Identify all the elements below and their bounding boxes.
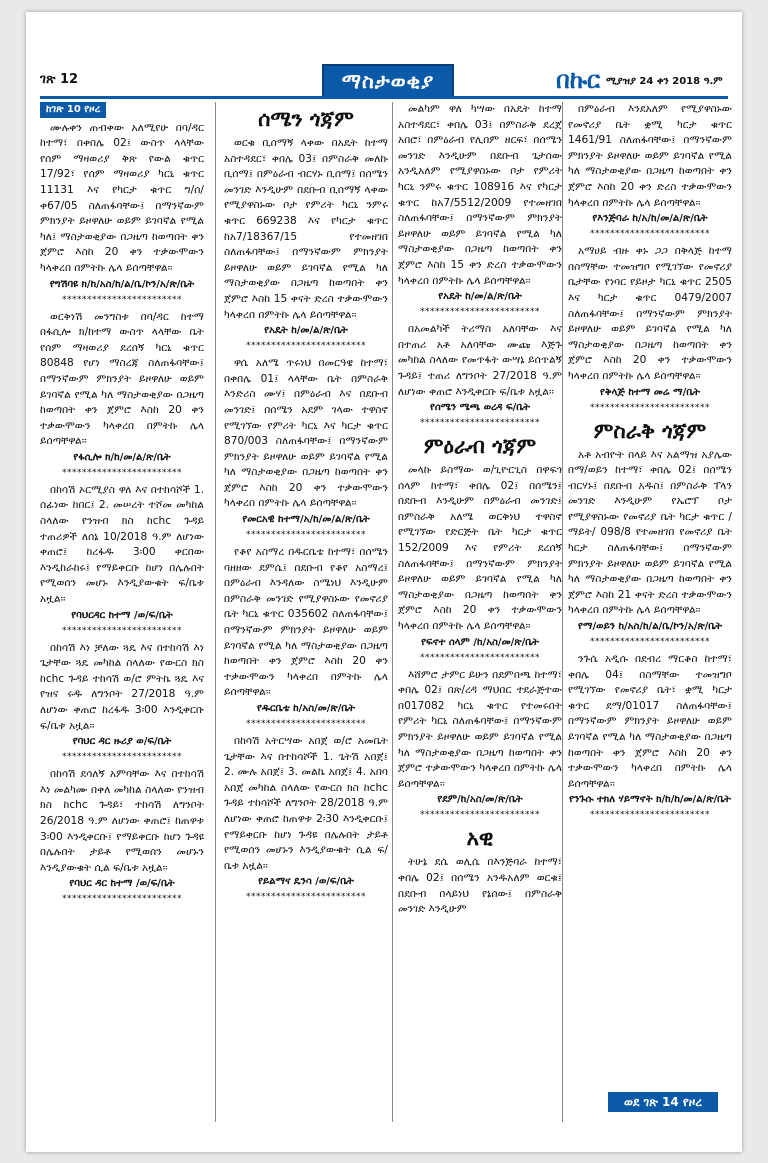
ad-body: የቆየ አስማረ በዱርቤቴ ከተማ፣ በሰሜን ባዘዘው ደምሴ፤ በደቡብ የቆየ አስማረ፤ በምዕራብ እንዳለው ስሜነህ እንዲሁም በምስራቅ መንገድ የሚያዋስኑው የመኖሪያ ቤት ካርኒ ቁጥር 035602 ስለጠፋባቸው፤ በማንኛውም ምክንያት ይዞዋለሁ ወይም ይገባኛል የሚል ካለ ማስታወቂያው በጋዜጣ ከወጣበት ቀን ጀምሮ እስከ 20 ቀን ተቃውሞውን ካላቀረበ በምትኩ ሌላ ይሰጣቸዋል፡፡ [224, 546, 388, 699]
ad-signature: የደም/ከ/አስ/መ/ጽ/ቤት [437, 794, 523, 806]
column-3 [398, 102, 562, 1132]
ad-signature: የአዴት ከ/መ/ል/ጽ/ቤት [438, 291, 522, 303]
ad-body: መልካም ዋለ ካሣው በአዴት ከተማ አስተዳደር፣ ቀበሌ 03፤ በምስራቅ ደረጀ አበሮ፣ በምዕራብ የሊበም ዘርፍ፣ በሰሜን መንገድ እንዲሁም በደቡብ ጌታሰው አንዲአለም የሚያዋስኑው ቦታ የምሪት ካርኒ ንምሩ ቁጥር 108916 እና የካርታ ቁጥር ከአ7/5512/2009 የተመዘገበ ስለጠፋባቸው፤ በማንኛውም ምክንያት ይዞዋለሁ ወይም ይገባኛል የሚል ካለ ማስታወቂያው በጋዜጣ ከወጣበት ቀን ጀምሮ እስከ 15 ቀን ድረስ ተቃውሞውን ካላቀረበ በምትኩ ሌላ ይሰጣቸዋል፡፡ [398, 103, 562, 287]
ad-signature: የሰሜን ሜጫ ወረዳ ፍ/ቤት [430, 402, 530, 414]
ad-body: አቶ አብዮት በላይ እና አልማዝ አያሌው በማ/ወይን ከተማ፣ ቀበሌ 02፤ በሰሜን ብርሃኑ፤ በደቡብ አዱስ፤ በምስራቅ ፐላን መንገድ እንዲሁም የኤሮፕ ቦታ የሚያዋስኑው የመኖሪያ ቤት ካርታ ቁጥር /ማይት/ 098/8 የተመዘገበ የመኖሪያ ቤት ካርታ ስለጠፋባቸው፤ በማንኛውም ምክንያት ይዞዋለሁ ወይም ይገባኛል የሚል ካለ ማስታወቂያው በጋዜጣ ከወጣበት ቀን ጀምሮ እስከ 21 ቀናት ድረስ ተቃውሞውን ካላቀረበ በምትኩ ሌላ ይሰጣቸዋል፡፡ [568, 448, 732, 617]
column-2 [224, 102, 388, 1132]
region-title: አዊ [466, 826, 494, 851]
ad-body: በከሳሽ ኦርሚያስ ዋለ እና በተከሳሾች 1. ሰፊነው ከበር፤ 2. መሠረት ተሾመ መካከል ስላለው የንዝብ ክስ ከchc ጉዳይ ተጠሪዎች ለሰኔ 10/2018 ዓ.ም ለሆነው ቀጠሮ፤ ከረፋዱ 3፡00 ቀርበው እንዲከራከሩ፤ የማይቀርቡ ከሆነ በሌሉበት የሚወሰን መሆኑ እንዲያውቁት ፍ/ቤቱ አዟል፡፡ [40, 483, 204, 606]
ad-body: በከሳሽ ደሳለኝ አምባቸው እና በተከሳሽ እነ መልካሙ በቀለ መካከል ስላለው የንዝብ ክስ ከchc ጉዳይ፣ ተከሳሽ ለግንቦት 26/2018 ዓ.ም ለሆነው ቀጠሮ፤ ከጠዋቱ 3፡00 እንዲቀርቡ፤ የማይቀርቡ ከሆነ ጉዳዩ በሌሉበት ታይቶ የሚወሰን መሆኑን እንዲያውቁት ሲል ፍ/ቤቱ አዟል፡፡ [40, 768, 204, 874]
classified-ad [224, 545, 388, 730]
ad-separator: ************************ [590, 402, 710, 413]
ad-signature: የይልማና ዴንሳ /ወ/ፍ/ቤት [258, 876, 354, 888]
ad-separator: ************************ [246, 719, 366, 729]
header-rule [40, 96, 728, 99]
ad-separator: ************************ [590, 810, 710, 821]
classified-ad [568, 102, 732, 240]
classified-ad [40, 483, 204, 637]
column-divider [562, 102, 563, 1122]
column-1 [40, 102, 204, 1147]
ad-body: ዋሴ አለሜ ጥሩነህ በመርዓዌ ከተማ፣ በቀበሌ 01፤ ላላቸው ቤት በምስራቅ እንድሪስ ሙሃ፤ በምዕራብ እና በደቡብ መንገድ፤ በሰሜን አደም ገላው ተዋስኖ የሚገኘው የምሪት ካርኒ እና ካርታ ቁጥር 870/003 ስለጠፋባቸው፤ በማንኛውም ምክንያት ይዞዋለሁ ወይም ይገባኛል የሚል ካለ ማስታወቂያው በጋዜጣ ከወጣበት ቀን ጀምሮ እስከ 20 ቀን ተቃውሞውን ካላቀረበ በምትኩ ሌላ ይሰጣቸዋል፡፡ [224, 357, 388, 510]
ad-signature: የግሽባዩ ክ/ከ/አስ/ከ/ል/ቤ/ኮን/አ/ጽ/ቤት [49, 278, 195, 290]
ad-separator: ************************ [62, 625, 182, 636]
classified-ad [568, 244, 732, 413]
ad-body: በምዕራብ እንደአለም የሚያዋስኑው የመኖሪያ ቤት ቋሚ ካርታ ቁጥር 1461/91 ስለጠፋባቸው፤ በማንኛውም ምክንያት ይዞዋለሁ ወይም ይገባኛል የሚል ካለ ማስታወቂያው በጋዜጣ ከወጣበት ቀን ጀምሮ እስከ 20 ቀን ድረስ ተቃውሞውን ካላቀረበ በምትኩ ሌላ ይሰጣቸዋል፡፡ [568, 103, 732, 209]
ad-signature: የባህር ዳር ዙሪያ ወ/ፍ/ቤት [72, 736, 172, 748]
ad-separator: ************************ [590, 637, 710, 648]
ad-separator: ************************ [62, 894, 182, 905]
ad-separator: ************************ [420, 307, 540, 318]
ad-separator: ************************ [420, 810, 540, 821]
ad-separator: ************************ [246, 530, 366, 541]
ad-signature: የመርአዊ ከተማ/አ/ከ/መ/ል/ጽ/ቤት [242, 514, 370, 526]
classified-ad [398, 668, 562, 822]
ad-separator: ************************ [420, 652, 540, 663]
classified-ad [398, 855, 562, 917]
ad-separator: ************************ [420, 418, 540, 429]
ad-body: ወርቁ ቢሰማኝ ላቀው በአዴት ከተማ አስተዳደር፣ ቀበሌ 03፤ በምስራቅ መለኩ ቢሰማ፤ በምዕራብ ብርሃኑ ቢሰማ፤ በሰሜን መንገድ እንዲሁም በደቡብ ቢሰማኝ ላቀው የሚያዋስኑው ቦታ የምሪት ካርኒ ንምሩ ቁጥር 669238 እና የካርታ ቁጥር ከአ7/18367/15 የተመዘገበ ስለጠፋባቸው፤ በማንኛውም ምክንያት ይዞዋለሁ ወይም ይገባኛል የሚል ካለ ማስታወቂያው በጋዜጣ ከወጣበት ቀን ጀምሮ እስከ 15 ቀናት ድረስ ተቃውሞውን ካላቀረበ በምትኩ ሌላ ይሰጣቸዋል፡፡ [224, 137, 388, 321]
ad-signature: የፍኖተ ሰላም /ከ/አስ/መ/ጽ/ቤት [421, 636, 539, 648]
ad-separator: ************************ [246, 341, 366, 352]
ad-body: በከሳሽ አትርሣው አበጀ ወ/ሮ አመቤት ጌታቸው እና በተከሳሾች 1. ጌትሽ አበጀ፤ 2. ሙሉ አበጀ፤ 3. መልኬ አበጀ፤ 4. አበባ አበጀ መካከል ስላለው የውርስ ክስ ከchc ጉዳይ ተከሳሾች ለግንቦት 28/2018 ዓ.ም ለሆነው ቀጠሮ ከጠዋቱ 2፡30 እንዲቀርቡ፤ የማይቀርቡ ከሆነ ጉዳዩ በሌሉበት ታይቶ የሚወሰን መሆኑን እንዲያውቁት ሲል ፍ/ቤቱ አዟል፡፡ [224, 735, 388, 872]
ad-signature: የባህር ዳር ከተማ /ወ/ፍ/ቤት [69, 878, 175, 890]
issue-date: ሚያዝያ 24 ቀን 2018 ዓ.ም [606, 76, 723, 87]
ad-signature: የዱርቤቴ ከ/አስ/መ/ጽ/ቤት [256, 703, 356, 714]
ad-signature: የአዴት ከ/መ/ል/ጽ/ቤት [264, 325, 348, 337]
masthead-title: በኩር [556, 66, 601, 94]
ad-body: እሸምሮ ታምር ይሁን በደምበጫ ከተማ፣ ቀበሌ 02፤ በጽ/ረዳ ማህበር ተደራጅተው በ017082 ካርኒ ቁጥር የተመሩበት የምሪት ካርኒ ስለጠፋባቸው፤ በማንኛውም ምክንያት ይዞዋለሁ ወይም ይገባኛል የሚል ካለ ማስታወቂያው በጋዜጣ ከወጣበት ቀን ጀምሮ ተቃውሞውን ካላቀረበ በምትኩ ሌላ ይሰጣቸዋል፡፡ [398, 668, 562, 790]
ad-separator: ************************ [62, 467, 182, 478]
ad-body: መላኩ ይስማው ወ/ጊዮርጊስ በዋፍጎ ሰላም ከተማ፣ ቀበሌ 02፤ በሰሜን፤ በደቡብ እንዲሁም በምዕራብ መንገድ፤ በምስራቅ አለሜ ወርቅነህ ተዋስኖ የሚገኘው የድርጅት ቤት ካርታ ቁጥር 152/2009 እና የምሪት ደረሰኝ ስለጠፋባቸው፤ በማንኛውም ምክንያት ይዞዋለሁ ወይም ይገባኛል የሚል ካለ ማስታወቂያው በጋዜጣ ከወጣበት ቀን ጀምሮ እስከ 20 ቀን ተቃውሞውን ካላቀረበ በምትኩ ሌላ ይሰጣቸዋል፡፡ [398, 464, 562, 633]
classified-ad [568, 652, 732, 821]
column-divider [215, 102, 216, 1122]
ad-signature: የማ/ወይን ከ/አስ/ከ/ል/ቤ/ኮን/አ/ጽ/ቤት [578, 621, 722, 633]
section-banner: ማስታወቂያ [322, 64, 454, 98]
ad-signature: የፋሲሎ ክ/ከ/መ/ል/ጽ/ቤት [73, 451, 171, 463]
ad-separator: ************************ [62, 752, 182, 763]
classified-ad [398, 102, 562, 318]
ad-body: ወርቅነሽ መንግስቱ በባ/ዳር ከተማ በፋሲሎ ክ/ከተማ ውስጥ ላላቸው ቤት የሰም ማዛወሪያ ደረሰኝ ካርኒ ቁጥር 80848 የሆነ ማስረጃ ስለጠፋባቸው፤ በማንኛውም ምክንያት ይዞዋለሁ ወይም ይገባኛል የሚል ካለ ማስታወቂያው በጋዜጣ ከወጣበት ቀን ጀምሮ እስከ 20 ቀን ተቃውሞውን ካላቀረበ በምትኩ ሌላ ይሰጣቸዋል፡፡ [40, 310, 204, 448]
ad-separator: ************************ [246, 892, 366, 903]
ad-signature: የእንጅባራ ከ/አ/ከ/መ/ል/ጽ/ቤት [592, 213, 708, 225]
classified-ad [224, 136, 388, 352]
region-title: ምዕራብ ጎጃም [423, 434, 537, 459]
classified-ad [398, 463, 562, 664]
ad-signature: የቅላጅ ከተማ መሬ ማ/ቤት [600, 386, 700, 398]
continued-from-label: ከገጽ 10 የዞረ [40, 102, 106, 118]
classified-ad [40, 641, 204, 764]
region-title: ሰሜን ጎጃም [258, 107, 354, 131]
classified-ad [224, 356, 388, 541]
ad-body: በከሳሽ እነ ቻለው ጓዴ እና በተከሳሽ እነ ጌታቸው ጓዴ መካከል ስላለው የውርስ ክስ ከchc ጉዳይ ተከሳሽ ወ/ሮ ምትኬ ጓዴ እና የዝና ሩዱ ለግንቦት 27/2018 ዓ.ም ለሆነው ቀጠሮ ከረፋዱ 3፡00 እንዲቀርቡ ፍ/ቤቱ አዟል፡፡ [40, 641, 204, 732]
ad-signature: የንጉሱ ተክለ ሃይማኖት ክ/ከ/ከ/መ/ል/ጽ/ቤት [569, 794, 731, 806]
ad-body: ሙሉቀን ጠብቀው አለሚየሁ በባ/ዳር ከተማ፣ በቀበሌ 02፤ ውስጥ ላላቸው የሰም ማዛወሪያ ቅጽ የውል ቁጥር 17/92፣ የሰም ማዛወሪያ ካርኒ ቁጥር 11131 እና የካርታ ቁጥር ግ/ሰ/ ቀ67/05 ስለጠፋባቸው፤ በማንኛውም ምክንያት ይዞዋለሁ ወይም ይገባኛል የሚል ካለ፤ ማስታወቂያው በጋዜጣ ከወጣበት ቀን ጀምሮ እስከ 20 ቀን ተቃውሞውን ካላቀረበ በምትኩ ሌላ ይሰጣቸዋል፡፡ [40, 121, 204, 274]
classified-ad [224, 734, 388, 903]
ad-body: አማሀይ ብዙ ቀኑ ጋጋ በቅላጅ ከተማ በስማቸው ተመዝግቦ የሚገኘው የመኖሪያ ቤታቸው የነባር የይዞታ ካርኒ ቁጥር 2505 እና ካርታ ቁጥር 0479/2007 ስለጠፋባቸው፤ በማንኛውም ምክንያት ይዞዋለሁ ወይም ይገባኛል የሚል ካለ ማስታወቂያው በጋዜጣ ከወጣበት ቀን ጀምሮ እስከ 20 ቀን ተቃውሞውን ካላቀረበ በምትኩ ሌላ ይሰጣቸዋል፡፡ [568, 245, 732, 382]
page-number: ገጽ 12 [40, 72, 79, 87]
column-4 [568, 102, 732, 1022]
classified-ad [40, 310, 204, 479]
classified-ad [40, 121, 204, 306]
ad-body: በአመልካች ትሪማስ አለባቸው እና በተጠሪ አቶ አለባቸው ሙጩ እጅጉ መካከል ስላለው የመጥፋት ውሣኔ ይሰጥልኝ ጉዳይ፤ ተጠሪ ለግንቦት 27/2018 ዓ.ም ለሆነው ቀጠሮ እንዲቀርቡ ፍ/ቤቱ አዟል፡፡ [398, 323, 562, 398]
column-divider [392, 102, 393, 1122]
ad-signature: የባህርዳር ከተማ /ወ/ፍ/ቤት [71, 609, 173, 621]
classified-ad [40, 767, 204, 905]
classified-ad [568, 448, 732, 649]
ad-separator: ************************ [62, 294, 182, 305]
ad-separator: ************************ [590, 229, 710, 240]
region-title: ምስራቅ ጎጃም [593, 418, 707, 443]
continues-to-label: ወደ ገጽ 14 የዞረ [608, 1092, 718, 1112]
classified-ad [398, 322, 562, 429]
ad-body: ንጉሴ አዲሱ በደብረ ማርቆስ ከተማ፣ ቀበሌ 04፤ በስማቸው ተመዝግቦ የሚገኘው የመኖሪያ ቤት፣ ቋሚ ካርታ ቁጥር ደማ/01017 ስለጠፋባቸው፤ በማንኛውም ምክንያት ይዞዋለሁ ወይም ይገባኛል የሚል ካለ ማስታወቂያው በጋዜጣ ከወጣበት ቀን ጀምሮ እስከ 20 ቀን ተቃውሞውን ካላቀረበ በምትኩ ሌላ ይሰጣቸዋል፡፡ [568, 653, 732, 790]
ad-body: ትሁኔ ደሴ ወሊሴ በእንጅባራ ከተማ፣ ቀበሌ 02፤ በሰሜን አንዱአለም ወርቁ፤ በደቡብ በላይነህ የኔሰው፤ በምስራቅ መንገድ እንዲሁም [398, 856, 562, 916]
